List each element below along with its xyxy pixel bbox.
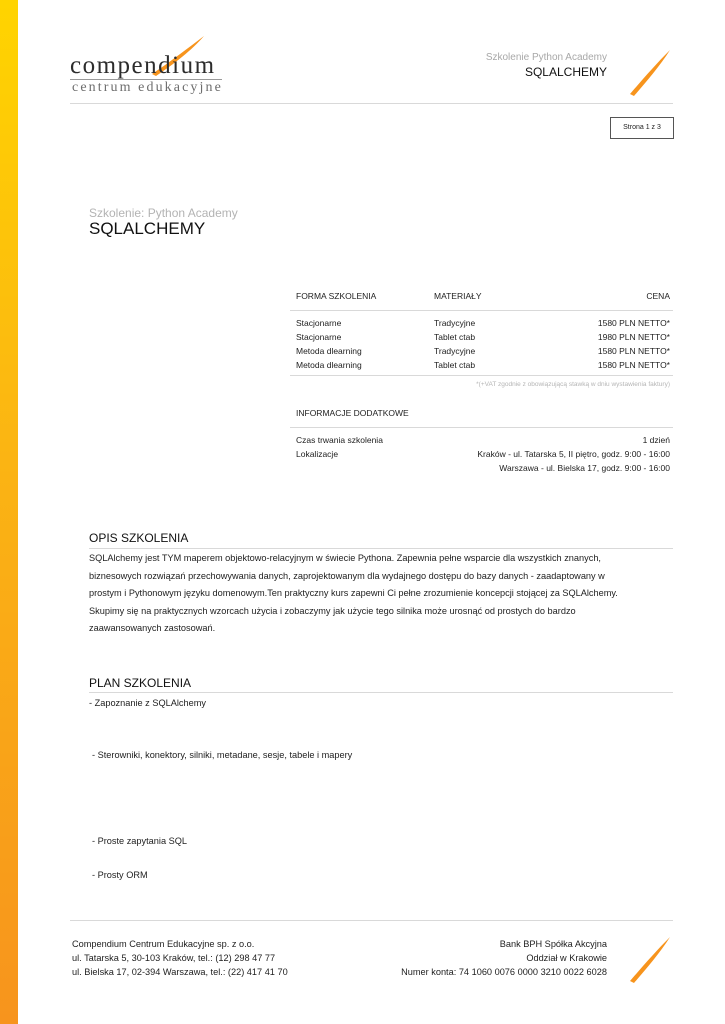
pricing-table-body [296,316,670,372]
plan-item: - Prosty ORM [92,870,148,880]
company-logo [70,36,230,100]
header-subtitle: Szkolenie Python Academy [485,52,607,63]
description-line: zaawansowanych zastosowań. [89,623,216,633]
plan-item: - Sterowniki, konektory, silniki, metadane, sesje, tabele i mapery [92,750,353,760]
pricing-table-header [296,289,670,303]
description-line: prostym i Pythonowym języku domenowym.Ten praktyczny kurs zapewni Ci pełne zrozumienie koncepcji stojącej za SQLAlchemy. [89,588,618,598]
footer-account: Numer konta: 74 1060 0076 0000 3210 0022 6028 [401,967,607,977]
row-materials: Tablet ctab [434,360,476,370]
row-price: 1580 PLN NETTO* [597,346,670,356]
plan-item: - Proste zapytania SQL [92,836,187,846]
footer-swoosh-icon [628,937,672,983]
row-form: Metoda dlearning [296,360,362,370]
row-materials: Tablet ctab [434,332,476,342]
header-materials: MATERIAŁY [434,291,482,301]
header-price: CENA [646,291,670,301]
table-row [296,358,670,372]
vat-note: *(+VAT zgodnie z obowiązującą stawką w dniu wystawienia faktury) [476,381,670,388]
page-indicator: Strona 1 z 3 [610,117,674,139]
info-heading: INFORMACJE DODATKOWE [296,408,409,418]
header-course [486,52,607,80]
footer-address-warszawa: ul. Bielska 17, 02-394 Warszawa, tel.: (22) 417 41 70 [72,967,288,977]
header-title: SQLALCHEMY [524,65,607,79]
description-line: Skupimy się na praktycznych wzorcach użycia i zobaczymy jak użycie tego silnika może urosnąć od prostych do bardzo [89,605,576,616]
footer-address-krakow: ul. Tatarska 5, 30-103 Kraków, tel.: (12) 298 47 77 [72,953,276,963]
pricing-footer-divider [290,375,673,376]
row-materials: Tradycyjne [434,346,476,356]
course-title: SQLALCHEMY [89,219,206,238]
course-subtitle: Szkolenie: Python Academy [89,206,238,220]
row-materials: Tradycyjne [434,318,476,328]
footer-bank-name: Bank BPH Spółka Akcyjna [499,939,607,949]
row-form: Stacjonarne [296,318,342,328]
plan-item: - Zapoznanie z SQLAlchemy [89,698,206,708]
description-line: SQLAlchemy jest TYM maperem objektowo-relacyjnym w świecie Pythona. Zapewnia pełne wsparcie dla wszystkich znanych, [89,553,601,563]
description-heading: OPIS SZKOLENIA [89,531,189,545]
row-form: Stacjonarne [296,332,342,342]
plan-heading: PLAN SZKOLENIA [89,676,192,690]
info-location-row-2 [296,461,670,475]
description-divider [89,548,673,549]
table-row [296,316,670,330]
footer-bank [401,937,607,979]
info-table [296,433,670,475]
row-price: 1580 PLN NETTO* [597,318,670,328]
row-price: 1580 PLN NETTO* [597,360,670,370]
duration-label: Czas trwania szkolenia [296,435,383,445]
info-heading-row [296,406,670,420]
duration-value: 1 dzień [642,435,670,445]
footer-bank-branch: Oddział w Krakowie [526,953,607,963]
description-line: biznesowych rozwiązań przechowywania danych, zaprojektowanym dla wydajnego dostępu do bazy danych - zaadaptowany w [89,570,605,581]
side-accent-bar [0,0,18,1024]
header-divider [70,103,673,104]
location-label: Lokalizacje [296,449,339,459]
plan-divider [89,692,673,693]
logo-name: compendium [70,52,216,79]
footer-divider [70,920,673,921]
location-krakow: Kraków - ul. Tatarska 5, II piętro, godz. 9:00 - 16:00 [477,449,670,459]
header-form: FORMA SZKOLENIA [296,291,377,301]
logo-tagline: centrum edukacyjne [72,80,223,95]
info-location-row [296,447,670,461]
info-duration-row [296,433,670,447]
table-row [296,344,670,358]
table-row [296,330,670,344]
location-warszawa: Warszawa - ul. Bielska 17, godz. 9:00 - 16:00 [499,463,670,473]
row-form: Metoda dlearning [296,346,362,356]
description-body [89,550,669,638]
row-price: 1980 PLN NETTO* [597,332,670,342]
info-divider [290,427,673,428]
footer-company-name: Compendium Centrum Edukacyjne sp. z o.o. [72,939,255,949]
pricing-header-divider [290,310,673,311]
header-swoosh-icon [628,50,672,96]
footer-company [72,937,288,979]
